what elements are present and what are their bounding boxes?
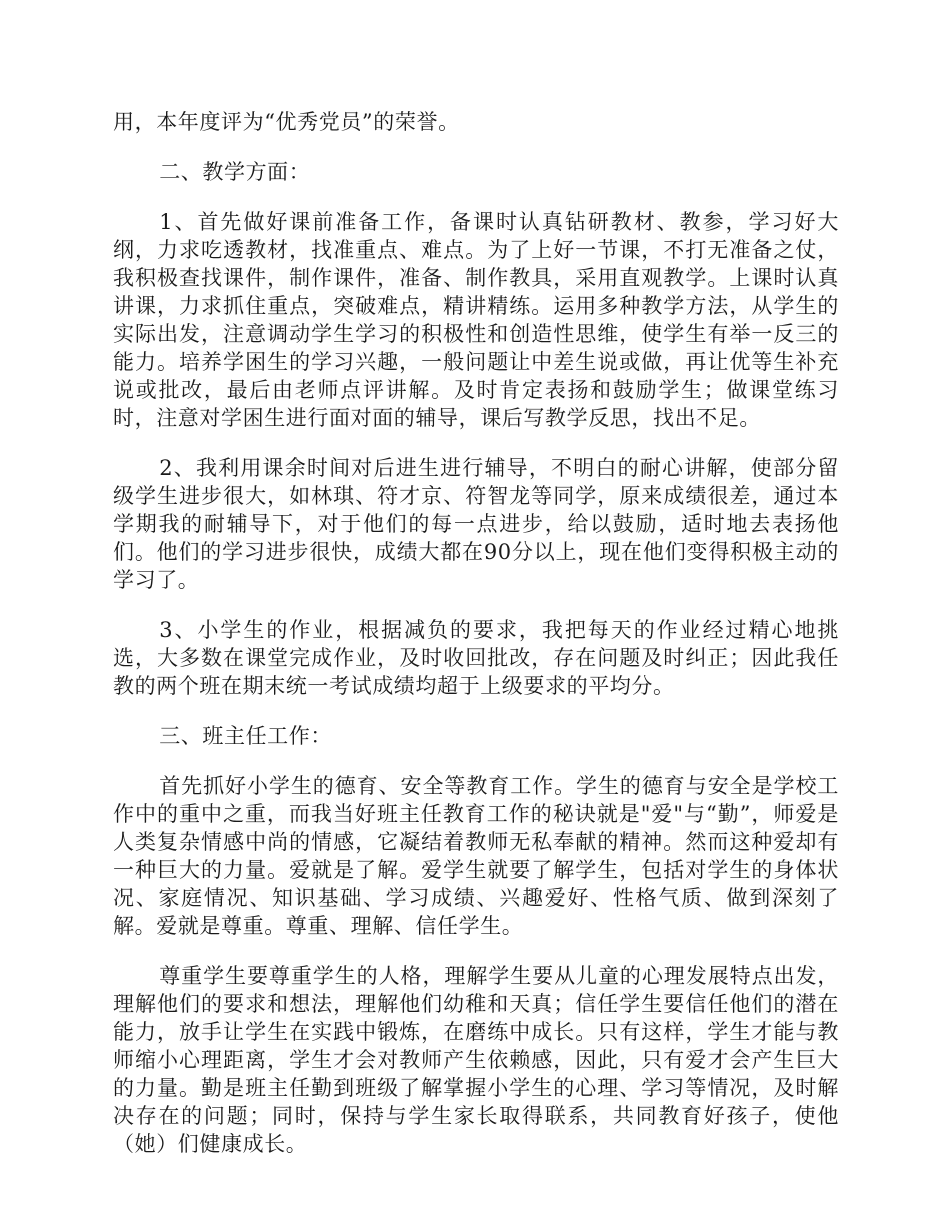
class-teacher-paragraph-2: 尊重学生要尊重学生的人格，理解学生要从儿童的心理发展特点出发，理解他们的要求和想法，理解他们幼稚和天真；信任学生要信任他们的潜在能力，放手让学生在实践中锻炼，在磨练中成长。只有这样，学生才能与教师缩小心理距离，学生才会对教师产生依赖感，因此，只有爱才会产生巨大的力量。勤是班主任勤到班级了解掌握小学生的心理、学习等情况，及时解决存在的问题；同时，保持与学生家长取得联系，共同教育好孩子，使他（她）们健康成长。 bbox=[113, 964, 839, 1156]
teaching-item-3: 3、小学生的作业，根据减负的要求，我把每天的作业经过精心地挑选，大多数在课堂完成作业，及时收回批改，存在问题及时纠正；因此我任教的两个班在期末统一考试成绩均超于上级要求的平均分。 bbox=[113, 618, 839, 698]
section-heading-teaching: 二、教学方面： bbox=[159, 160, 311, 184]
class-teacher-paragraph-1: 首先抓好小学生的德育、安全等教育工作。学生的德育与安全是学校工作中的重中之重，而我当好班主任教育工作的秘诀就是"爱"与“勤”，师爱是人类复杂情感中尚的情感，它凝结着教师无私奉献的精神。然而这种爱却有一种巨大的力量。爱就是了解。爱学生就要了解学生，包括对学生的身体状况、家庭情况、知识基础、学习成绩、兴趣爱好、性格气质、做到深刻了解。爱就是尊重。尊重、理解、信任学生。 bbox=[113, 774, 839, 938]
section-heading-class-teacher: 三、班主任工作： bbox=[159, 724, 332, 748]
teaching-item-1: 1、首先做好课前准备工作，备课时认真钻研教材、教参，学习好大纲，力求吃透教材，找准重点、难点。为了上好一节课，不打无准备之仗，我积极查找课件，制作课件，准备、制作教具，采用直观教学。上课时认真讲课，力求抓住重点，突破难点，精讲精练。运用多种教学方法，从学生的实际出发，注意调动学生学习的积极性和创造性思维，使学生有举一反三的能力。培养学困生的学习兴趣，一般问题让中差生说或做，再让优等生补充说或批改，最后由老师点评讲解。及时肯定表扬和鼓励学生；做课堂练习时，注意对学困生进行面对面的辅导，课后写教学反思，找出不足。 bbox=[113, 210, 839, 430]
document-body bbox=[113, 108, 839, 1180]
teaching-item-2: 2、我利用课余时间对后进生进行辅导，不明白的耐心讲解，使部分留级学生进步很大，如林琪、符才京、符智龙等同学，原来成绩很差，通过本学期我的耐辅导下，对于他们的每一点进步，给以鼓励，适时地去表扬他们。他们的学习进步很快，成绩大都在90分以上，现在他们变得积极主动的学习了。 bbox=[113, 456, 839, 592]
continuation-paragraph: 用，本年度评为“优秀党员”的荣誉。 bbox=[113, 110, 460, 134]
